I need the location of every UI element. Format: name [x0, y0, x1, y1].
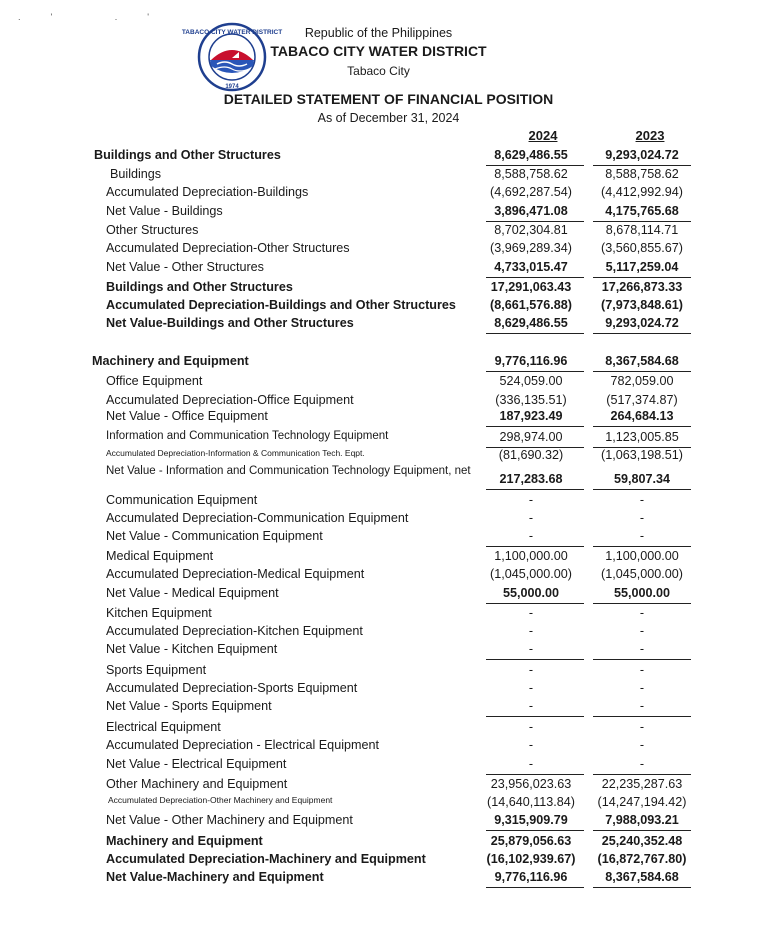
statement-date: As of December 31, 2024: [317, 111, 460, 125]
statement-row: [0, 448, 737, 466]
statement-title: DETAILED STATEMENT OF FINANCIAL POSITION: [223, 91, 554, 107]
total-underline-2023: [593, 277, 691, 278]
scan-marks: .' .': [18, 12, 179, 22]
value-2023: (14,247,194.42): [597, 795, 687, 809]
row-label: Net Value - Sports Equipment: [106, 699, 272, 713]
value-2024: 298,974.00: [499, 430, 563, 444]
row-label: Accumulated Depreciation-Buildings and Other Structures: [106, 298, 456, 312]
value-2023: -: [639, 699, 645, 713]
statement-row: [0, 374, 737, 392]
total-underline-2023: [593, 221, 691, 222]
row-label: Accumulated Depreciation-Sports Equipment: [106, 681, 358, 695]
row-label: Accumulated Depreciation-Machinery and Equipment: [106, 852, 426, 866]
value-2023: (1,063,198.51): [601, 448, 683, 462]
row-label: Office Equipment: [106, 374, 203, 388]
statement-row: [0, 642, 737, 660]
value-2023: 1,123,005.85: [605, 430, 679, 444]
value-2024: -: [528, 624, 534, 638]
value-2023: 9,293,024.72: [605, 316, 679, 330]
value-2023: (4,412,992.94): [601, 185, 683, 199]
row-label: Sports Equipment: [106, 663, 207, 677]
value-2023: 1,100,000.00: [605, 549, 679, 563]
statement-row: [0, 870, 737, 888]
value-2023: -: [639, 663, 645, 677]
value-2024: -: [528, 663, 534, 677]
row-label: Machinery and Equipment: [92, 354, 249, 368]
value-2024: -: [528, 738, 534, 752]
value-2023: -: [639, 738, 645, 752]
value-2023: 17,266,873.33: [601, 280, 683, 294]
total-underline-2023: [593, 716, 691, 717]
row-label: Kitchen Equipment: [106, 606, 212, 620]
row-label: Other Structures: [106, 223, 199, 237]
value-2024: 9,776,116.96: [494, 354, 568, 368]
total-underline-2023: [593, 165, 691, 166]
total-underline-2023: [593, 603, 691, 604]
value-2023: (517,374.87): [606, 393, 678, 407]
value-2024: 25,879,056.63: [490, 834, 572, 848]
agency-city: Tabaco City: [347, 64, 410, 78]
statement-row: [0, 204, 737, 222]
value-2023: 8,367,584.68: [605, 870, 679, 884]
value-2023: -: [639, 642, 645, 656]
total-underline-2024: [486, 887, 584, 888]
row-label: Communication Equipment: [106, 493, 258, 507]
value-2023: -: [639, 511, 645, 525]
value-2024: 524,059.00: [499, 374, 563, 388]
total-underline-2024: [486, 371, 584, 372]
statement-row: [0, 241, 737, 259]
total-underline-2024: [486, 830, 584, 831]
row-label: Accumulated Depreciation-Other Structures: [106, 241, 350, 255]
statement-row: [0, 493, 737, 511]
value-2024: 8,702,304.81: [494, 223, 568, 237]
row-label: Net Value - Information and Communication Technology Equipment, net: [106, 465, 471, 477]
value-2023: -: [639, 681, 645, 695]
value-2024: (3,969,289.34): [490, 241, 572, 255]
row-label: Buildings and Other Structures: [106, 280, 293, 294]
value-2023: -: [639, 606, 645, 620]
statement-row: [0, 795, 737, 813]
total-underline-2024: [486, 333, 584, 334]
row-label: Accumulated Depreciation-Office Equipment: [106, 393, 354, 407]
value-2023: 7,988,093.21: [605, 813, 679, 827]
column-header-2023: 2023: [635, 128, 665, 143]
row-label: Information and Communication Technology Equipment: [106, 430, 389, 442]
value-2023: (7,973,848.61): [601, 298, 683, 312]
value-2023: 782,059.00: [610, 374, 674, 388]
value-2024: 23,956,023.63: [490, 777, 572, 791]
statement-row: [0, 663, 737, 681]
value-2023: 25,240,352.48: [601, 834, 683, 848]
value-2023: 22,235,287.63: [601, 777, 683, 791]
value-2023: (16,872,767.80): [597, 852, 687, 866]
value-2024: (81,690.32): [498, 448, 564, 462]
row-label: Medical Equipment: [106, 549, 214, 563]
row-label: Net Value - Office Equipment: [106, 409, 268, 423]
total-underline-2024: [486, 774, 584, 775]
statement-row: [0, 529, 737, 547]
value-2024: -: [528, 720, 534, 734]
total-underline-2023: [593, 774, 691, 775]
svg-text:TABACO CITY WATER DISTRICT: TABACO CITY WATER DISTRICT: [181, 29, 283, 36]
statement-row: [0, 223, 737, 241]
value-2024: -: [528, 699, 534, 713]
value-2024: (1,045,000.00): [490, 567, 572, 581]
total-underline-2024: [486, 221, 584, 222]
total-underline-2023: [593, 371, 691, 372]
value-2023: (3,560,855.67): [601, 241, 683, 255]
statement-row: [0, 699, 737, 717]
statement-row: [0, 260, 737, 278]
total-underline-2024: [486, 659, 584, 660]
row-label: Accumulated Depreciation-Other Machinery and Equipment: [108, 795, 333, 805]
column-header-2024: 2024: [528, 128, 558, 143]
value-2023: (1,045,000.00): [601, 567, 683, 581]
value-2024: 8,588,758.62: [494, 167, 568, 181]
total-underline-2023: [593, 887, 691, 888]
value-2024: 8,629,486.55: [494, 148, 568, 162]
statement-row: [0, 148, 737, 166]
row-label: Net Value - Other Machinery and Equipment: [106, 813, 353, 827]
statement-row: [0, 298, 737, 316]
statement-row: [0, 834, 737, 852]
value-2023: 5,117,259.04: [605, 260, 679, 274]
value-2024: 1,100,000.00: [494, 549, 568, 563]
statement-row: [0, 720, 737, 738]
value-2024: 9,315,909.79: [494, 813, 568, 827]
row-label: Net Value - Communication Equipment: [106, 529, 323, 543]
value-2023: -: [639, 757, 645, 771]
value-2023: -: [639, 720, 645, 734]
statement-row: [0, 777, 737, 795]
value-2024: -: [528, 529, 534, 543]
statement-row: [0, 430, 737, 448]
value-2023: 264,684.13: [610, 409, 674, 423]
statement-row: [0, 280, 737, 298]
statement-row: [0, 681, 737, 699]
statement-row: [0, 813, 737, 831]
statement-row: [0, 409, 737, 427]
row-label: Buildings: [110, 167, 162, 181]
agency-name: TABACO CITY WATER DISTRICT: [270, 43, 487, 59]
value-2024: 55,000.00: [502, 586, 560, 600]
total-underline-2024: [486, 277, 584, 278]
row-label: Net Value - Electrical Equipment: [106, 757, 287, 771]
value-2023: 8,678,114.71: [605, 223, 679, 237]
value-2023: 55,000.00: [613, 586, 671, 600]
statement-row: [0, 738, 737, 756]
statement-row: [0, 852, 737, 870]
total-underline-2024: [486, 603, 584, 604]
statement-row: [0, 354, 737, 372]
value-2023: 4,175,765.68: [605, 204, 679, 218]
value-2024: -: [528, 642, 534, 656]
value-2023: 8,588,758.62: [605, 167, 679, 181]
value-2023: 8,367,584.68: [605, 354, 679, 368]
total-underline-2023: [593, 830, 691, 831]
value-2024: 9,776,116.96: [494, 870, 568, 884]
value-2024: -: [528, 757, 534, 771]
total-underline-2024: [486, 716, 584, 717]
value-2024: (14,640,113.84): [487, 795, 575, 809]
total-underline-2023: [593, 333, 691, 334]
row-label: Accumulated Depreciation - Electrical Equipment: [106, 738, 379, 752]
value-2024: 187,923.49: [499, 409, 563, 423]
row-label: Net Value - Buildings: [106, 204, 223, 218]
row-label: Accumulated Depreciation-Information & Communication Tech. Eqpt.: [106, 448, 365, 458]
statement-row: [0, 167, 737, 185]
value-2024: -: [528, 493, 534, 507]
republic-heading: Republic of the Philippines: [304, 26, 453, 40]
value-2024: (336,135.51): [495, 393, 567, 407]
value-2024: 3,896,471.08: [494, 204, 568, 218]
total-underline-2023: [593, 426, 691, 427]
value-2023: 59,807.34: [613, 472, 671, 486]
row-label: Net Value-Buildings and Other Structures: [106, 316, 354, 330]
statement-row: [0, 472, 737, 490]
statement-row: [0, 586, 737, 604]
row-label: Machinery and Equipment: [106, 834, 263, 848]
value-2023: -: [639, 624, 645, 638]
row-label: Net Value - Other Structures: [106, 260, 264, 274]
statement-row: [0, 567, 737, 585]
row-label: Accumulated Depreciation-Buildings: [106, 185, 309, 199]
row-label: Net Value - Medical Equipment: [106, 586, 279, 600]
statement-row: [0, 624, 737, 642]
total-underline-2024: [486, 165, 584, 166]
statement-row: [0, 757, 737, 775]
total-underline-2023: [593, 546, 691, 547]
value-2024: (8,661,576.88): [490, 298, 572, 312]
row-label: Buildings and Other Structures: [94, 148, 281, 162]
row-label: Accumulated Depreciation-Kitchen Equipment: [106, 624, 363, 638]
row-label: Other Machinery and Equipment: [106, 777, 288, 791]
value-2023: -: [639, 493, 645, 507]
row-label: Net Value-Machinery and Equipment: [106, 870, 324, 884]
statement-row: [0, 185, 737, 203]
value-2024: -: [528, 681, 534, 695]
row-label: Accumulated Depreciation-Medical Equipment: [106, 567, 365, 581]
statement-row: [0, 316, 737, 334]
total-underline-2024: [486, 426, 584, 427]
statement-row: [0, 549, 737, 567]
value-2023: 9,293,024.72: [605, 148, 679, 162]
svg-text:1974: 1974: [225, 84, 239, 90]
value-2024: -: [528, 606, 534, 620]
row-label: Accumulated Depreciation-Communication Equipment: [106, 511, 409, 525]
value-2024: 8,629,486.55: [494, 316, 568, 330]
value-2024: 4,733,015.47: [494, 260, 568, 274]
value-2024: 17,291,063.43: [490, 280, 572, 294]
total-underline-2023: [593, 659, 691, 660]
value-2024: 217,283.68: [499, 472, 563, 486]
total-underline-2023: [593, 489, 691, 490]
statement-row: [0, 511, 737, 529]
total-underline-2024: [486, 489, 584, 490]
value-2024: (4,692,287.54): [490, 185, 572, 199]
row-label: Net Value - Kitchen Equipment: [106, 642, 278, 656]
row-label: Electrical Equipment: [106, 720, 221, 734]
value-2024: -: [528, 511, 534, 525]
statement-row: [0, 606, 737, 624]
value-2023: -: [639, 529, 645, 543]
total-underline-2024: [486, 546, 584, 547]
value-2024: (16,102,939.67): [486, 852, 576, 866]
